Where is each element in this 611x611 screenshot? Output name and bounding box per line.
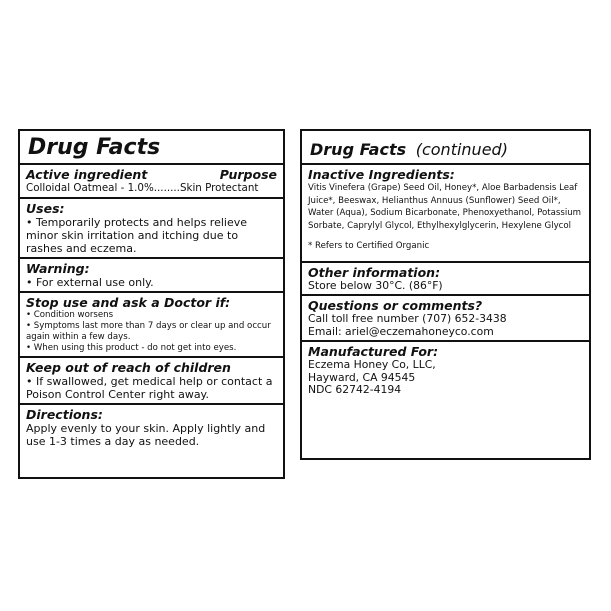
stop-use-item: • When using this product - do not get into eyes. — [26, 343, 237, 353]
questions-section — [302, 296, 589, 342]
other-information-section — [302, 263, 589, 297]
stop-use-item: • Condition worsens — [26, 310, 114, 320]
keep-out-text: • If swallowed, get medical help or contact a Poison Control Center right away. — [26, 375, 273, 401]
questions-email: Email: ariel@eczemahoneyco.com — [308, 324, 494, 338]
warning-section — [20, 259, 283, 293]
uses-heading: Uses: — [26, 201, 65, 216]
inactive-ingredients-section — [302, 165, 589, 263]
warning-heading: Warning: — [26, 261, 90, 276]
inactive-ingredients-heading: Inactive Ingredients: — [308, 167, 455, 182]
keep-out-section — [20, 358, 283, 405]
stop-use-heading: Stop use and ask a Doctor if: — [26, 295, 231, 310]
directions-heading: Directions: — [26, 407, 103, 422]
stop-use-section — [20, 293, 283, 358]
active-ingredient-heading: Active ingredient — [26, 167, 148, 182]
active-ingredient-line: Colloidal Oatmeal - 1.0%........Skin Protectant — [26, 182, 259, 194]
inactive-ingredients-text: Vitis Vinefera (Grape) Seed Oil, Honey*, Aloe Barbadensis Leaf Juice*, Beeswax, Helianthus Annuus (Sunflower) Seed Oil*, Water (Aqua), Sodium Bicarbonate, Phenoxyethanol, Potassium Sorbate, Caprylyl Glycol, Ethylhexylglycerin, Hexylene Glycol — [308, 183, 582, 231]
organic-note: * Refers to Certified Organic — [308, 241, 430, 251]
stop-use-item: • Symptoms last more than 7 days or clear up and occur again within a few days. — [26, 321, 271, 342]
ndc-number: NDC 62742-4194 — [308, 383, 402, 396]
active-ingredient-header-row — [26, 167, 277, 182]
drug-facts-title: Drug Facts — [20, 131, 283, 165]
directions-section — [20, 405, 283, 450]
manufactured-for-section — [302, 342, 589, 399]
directions-text: Apply evenly to your skin. Apply lightly and use 1-3 times a day as needed. — [26, 422, 266, 448]
active-ingredient-section — [20, 165, 283, 199]
warning-text: • For external use only. — [26, 276, 154, 289]
uses-section — [20, 199, 283, 259]
drug-facts-continued-panel — [300, 129, 591, 460]
manufactured-for-heading: Manufactured For: — [308, 344, 439, 359]
questions-heading: Questions or comments? — [308, 298, 483, 313]
drug-facts-continued-title — [302, 131, 589, 165]
keep-out-heading: Keep out of reach of children — [26, 360, 231, 375]
manufacturer-address: Hayward, CA 94545 — [308, 370, 416, 384]
other-information-heading: Other information: — [308, 264, 441, 280]
questions-phone: Call toll free number (707) 652-3438 — [308, 312, 507, 325]
drug-facts-panel — [18, 129, 285, 479]
continued-label: (continued) — [415, 140, 508, 159]
purpose-heading: Purpose — [219, 167, 277, 182]
other-information-text: Store below 30°C. (86°F) — [308, 278, 443, 292]
manufacturer-name: Eczema Honey Co, LLC, — [308, 358, 436, 371]
drug-facts-title-text: Drug Facts — [310, 140, 407, 159]
uses-text: • Temporarily protects and helps relieve minor skin irritation and itching due to rashes and eczema. — [26, 216, 247, 255]
